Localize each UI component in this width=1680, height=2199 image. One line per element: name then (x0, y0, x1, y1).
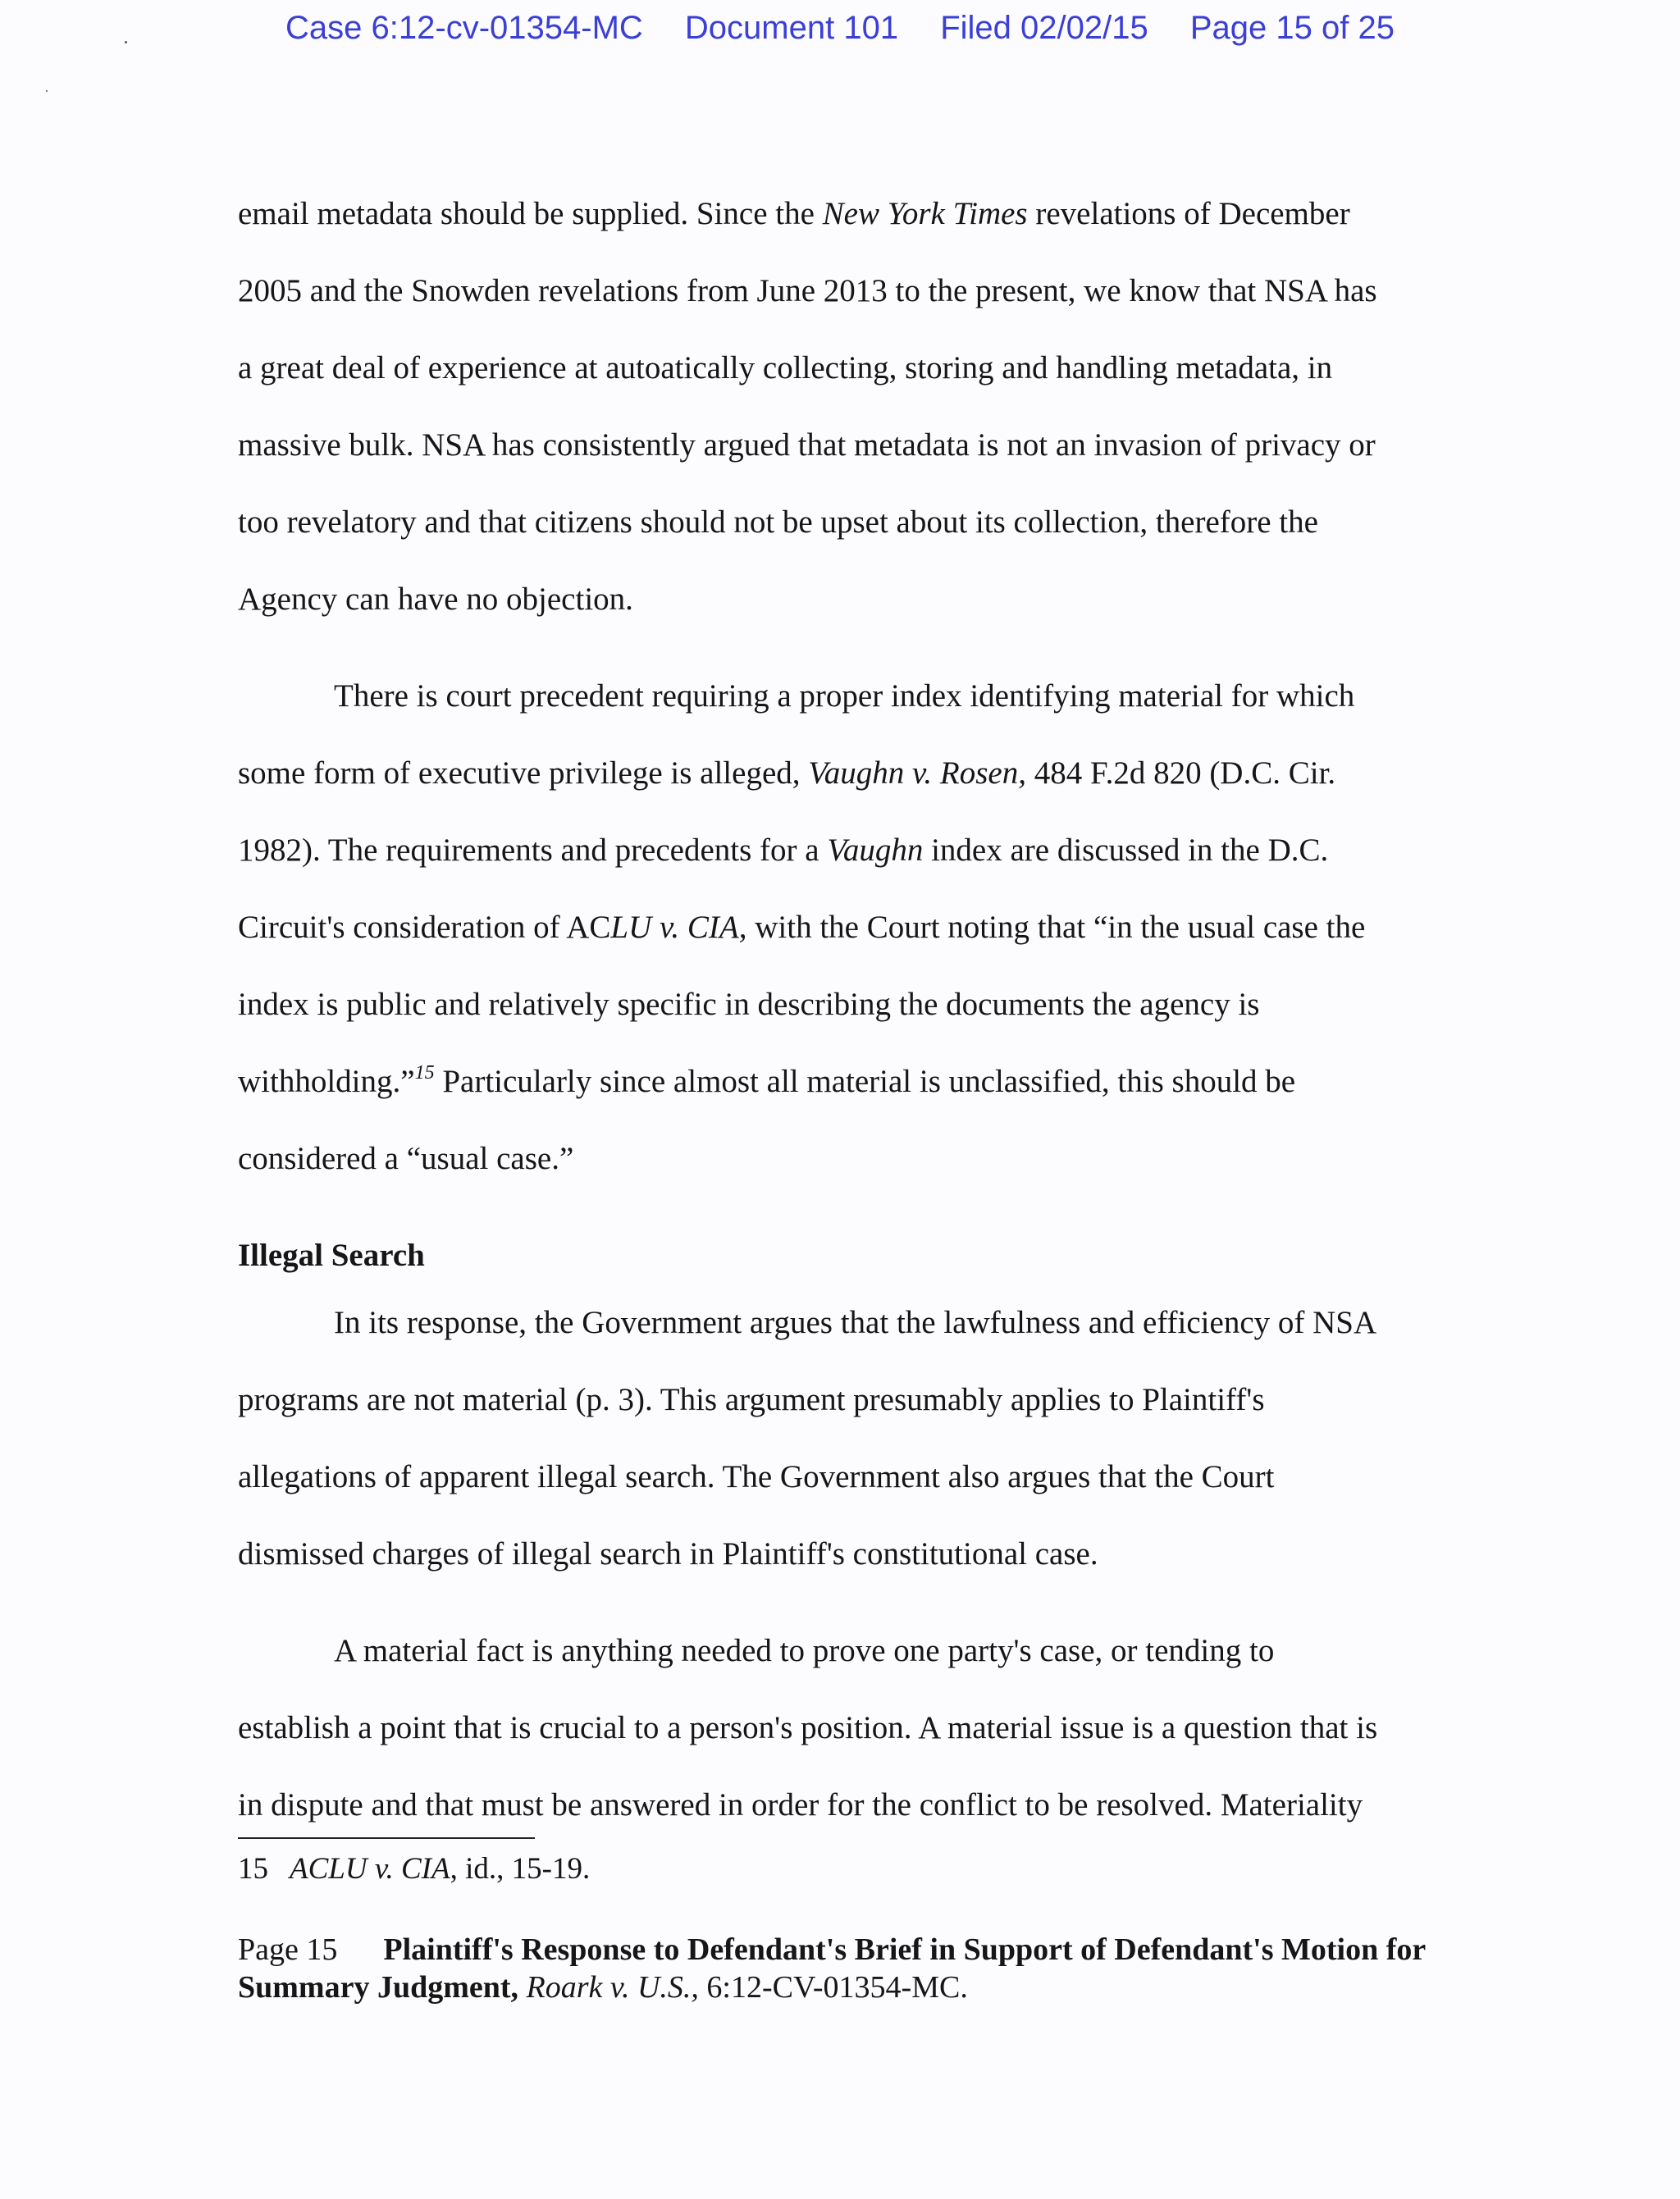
footer-page-label: Page 15 (238, 1932, 338, 1967)
text-line: a great deal of experience at autoatically collecting, storing and handling metadata, in (238, 350, 1333, 386)
text-line: in dispute and that must be answered in order for the conflict to be resolved. Materiality (238, 1787, 1363, 1823)
footer-case-number: 6:12-CV-01354-MC. (698, 1970, 968, 2005)
text-line: dismissed charges of illegal search in Plaintiff's constitutional case. (238, 1536, 1098, 1572)
text-line: programs are not material (p. 3). This argument presumably applies to Plaintiff's (238, 1382, 1265, 1417)
text-line: Circuit's consideration of ACLU v. CIA, with the Court noting that “in the usual case the (238, 910, 1366, 945)
text-line: withholding.”$^{15}$ Particularly since almost all material is unclassified, this should be (238, 1062, 1296, 1099)
footnote-divider (238, 1837, 535, 1839)
footnote-case: ACLU v. CIA (290, 1852, 450, 1886)
text-line: allegations of apparent illegal search. The Government also argues that the Court (238, 1459, 1275, 1494)
text-line: massive bulk. NSA has consistently argued that metadata is not an invasion of privacy or (238, 427, 1376, 463)
section-heading: Illegal Search (238, 1238, 425, 1273)
footnote (238, 1850, 590, 1889)
text-line: Agency can have no objection. (238, 582, 633, 617)
text-line: considered a “usual case.” (238, 1141, 574, 1176)
footnote-ref: 15 (414, 1062, 435, 1084)
footer-case-name: Roark v. U.S., (526, 1970, 699, 2005)
scan-speck (46, 90, 48, 92)
page-footer (238, 1931, 1468, 2006)
ecf-header (0, 10, 1680, 47)
page-count: Page 15 of 25 (1189, 10, 1395, 46)
text-line: some form of executive privilege is alleged, Vaughn v. Rosen, 484 F.2d 820 (D.C. Cir. (238, 755, 1336, 791)
footer-title: Plaintiff's Response to Defendant's Brief in Support of Defendant's Motion for Summary Judgment, (238, 1932, 1426, 2005)
text-line: 2005 and the Snowden revelations from June 2013 to the present, we know that NSA has (238, 273, 1377, 308)
footnote-number: 15 (238, 1852, 268, 1886)
text-line: email metadata should be supplied. Since the New York Times revelations of December (238, 196, 1350, 231)
text-line: There is court precedent requiring a proper index identifying material for which (334, 678, 1355, 714)
scan-speck (125, 41, 127, 43)
text-line: index is public and relatively specific in describing the documents the agency is (238, 987, 1260, 1022)
text-line: establish a point that is crucial to a person's position. A material issue is a question that is (238, 1710, 1378, 1745)
document-number: Document 101 (684, 10, 899, 46)
text-line: In its response, the Government argues that the lawfulness and efficiency of NSA (334, 1305, 1377, 1340)
text-line: too revelatory and that citizens should not be upset about its collection, therefore the (238, 504, 1318, 540)
case-number: Case 6:12-cv-01354-MC (285, 10, 643, 46)
text-line: A material fact is anything needed to prove one party's case, or tending to (334, 1633, 1275, 1668)
text-line: 1982). The requirements and precedents for a Vaughn index are discussed in the D.C. (238, 833, 1329, 868)
filed-date: Filed 02/02/15 (940, 10, 1148, 46)
footnote-citation: , id., 15-19. (450, 1852, 591, 1886)
